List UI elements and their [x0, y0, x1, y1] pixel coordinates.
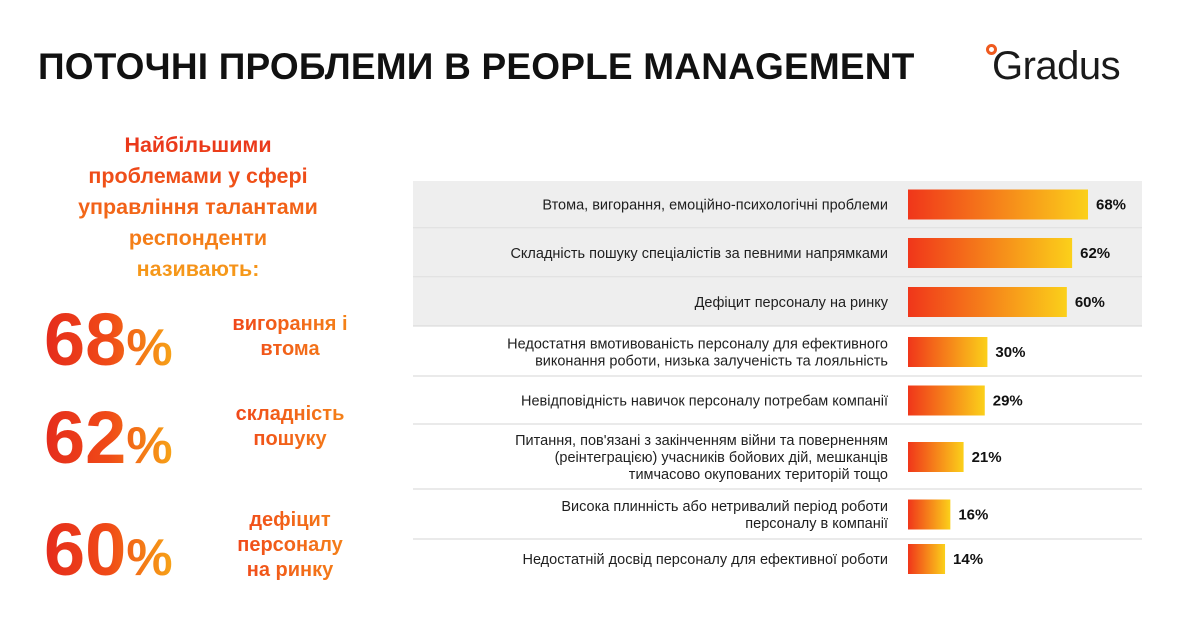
bar [908, 386, 985, 416]
value-label: 29% [992, 392, 1023, 410]
category-label: Дефіцит персоналу на ринку [694, 295, 888, 311]
category-label: Висока плинність або нетривалий період роботи [561, 499, 888, 515]
category-label: Недостатня вмотивованість персоналу для ефективного [507, 336, 888, 353]
value-label: 14% [953, 551, 984, 568]
value-label: 21% [971, 449, 1002, 466]
category-label: (реінтеграцією) учасників бойових дій, мешканців [554, 450, 888, 466]
category-label: Питання, пов'язані з закінченням війни та поверненням [515, 433, 888, 449]
stat-value: 68% [44, 300, 173, 388]
category-label: Складність пошуку спеціалістів за певними напрямками [510, 246, 888, 262]
value-label: 16% [958, 506, 989, 524]
value-label: 60% [1074, 294, 1105, 311]
stat-value: 62% [44, 398, 173, 486]
bar [908, 238, 1072, 268]
stat-label: складність пошуку [210, 402, 370, 452]
page-title: ПОТОЧНІ ПРОБЛЕМИ В PEOPLE MANAGEMENT [38, 46, 915, 87]
bar [908, 500, 950, 530]
category-label: Недостатній досвід персоналу для ефективної роботи [522, 552, 888, 568]
category-label: виконання роботи, низька залученість та лояльність [535, 353, 888, 370]
category-label: Втома, вигорання, емоційно-психологічні проблеми [542, 197, 888, 214]
logo-text: Gradus [992, 44, 1121, 88]
bar [908, 287, 1067, 317]
category-label: Невідповідність навичок персоналу потребам компанії [520, 393, 888, 410]
bar [908, 190, 1088, 220]
category-label: персоналу в компанії [745, 516, 888, 532]
value-label: 68% [1096, 196, 1127, 214]
value-label: 62% [1080, 245, 1111, 262]
stat-label: вигорання і втома [210, 312, 370, 362]
summary-lead: Найбільшими проблемами у сфері управління талантами респонденти називають: [48, 130, 348, 285]
stat-label: дефіцит персоналу на ринку [210, 508, 370, 583]
category-label: тимчасово окупованих територій тощо [628, 467, 888, 483]
bar [908, 544, 945, 574]
bar [908, 337, 987, 367]
bar [908, 442, 964, 472]
value-label: 30% [995, 344, 1026, 361]
stat-value: 60% [44, 510, 173, 598]
